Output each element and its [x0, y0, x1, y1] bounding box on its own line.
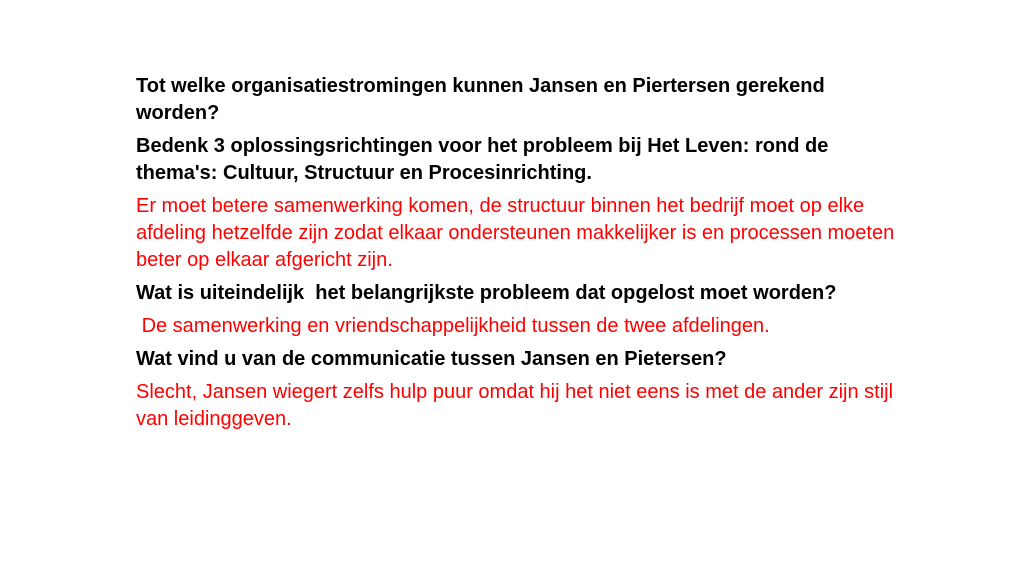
question-main-problem: Wat is uiteindelijk het belangrijkste probleem dat opgelost moet worden?	[136, 282, 837, 304]
question-organisation-streams: Tot welke organisatiestromingen kunnen Jansen en Piertersen gerekend worden?	[136, 75, 831, 124]
answer-solution-directions: Er moet betere samenwerking komen, de structuur binnen het bedrijf moet op elke afdeling hetzelfde zijn zodat elkaar ondersteunen makkelijker is en processen moeten beter op elkaar afgericht zijn.	[136, 195, 900, 271]
question-communication: Wat vind u van de communicatie tussen Jansen en Pietersen?	[136, 348, 727, 370]
answer-communication: Slecht, Jansen wiegert zelfs hulp puur omdat hij het niet eens is met de ander zijn stijl van leidinggeven.	[136, 381, 899, 430]
slide-body	[136, 73, 900, 439]
answer-main-problem: De samenwerking en vriendschappelijkheid tussen de twee afdelingen.	[136, 315, 770, 337]
question-solution-directions: Bedenk 3 oplossingsrichtingen voor het probleem bij Het Leven: rond de thema's: Cultuur, Structuur en Procesinrichting.	[136, 135, 834, 184]
